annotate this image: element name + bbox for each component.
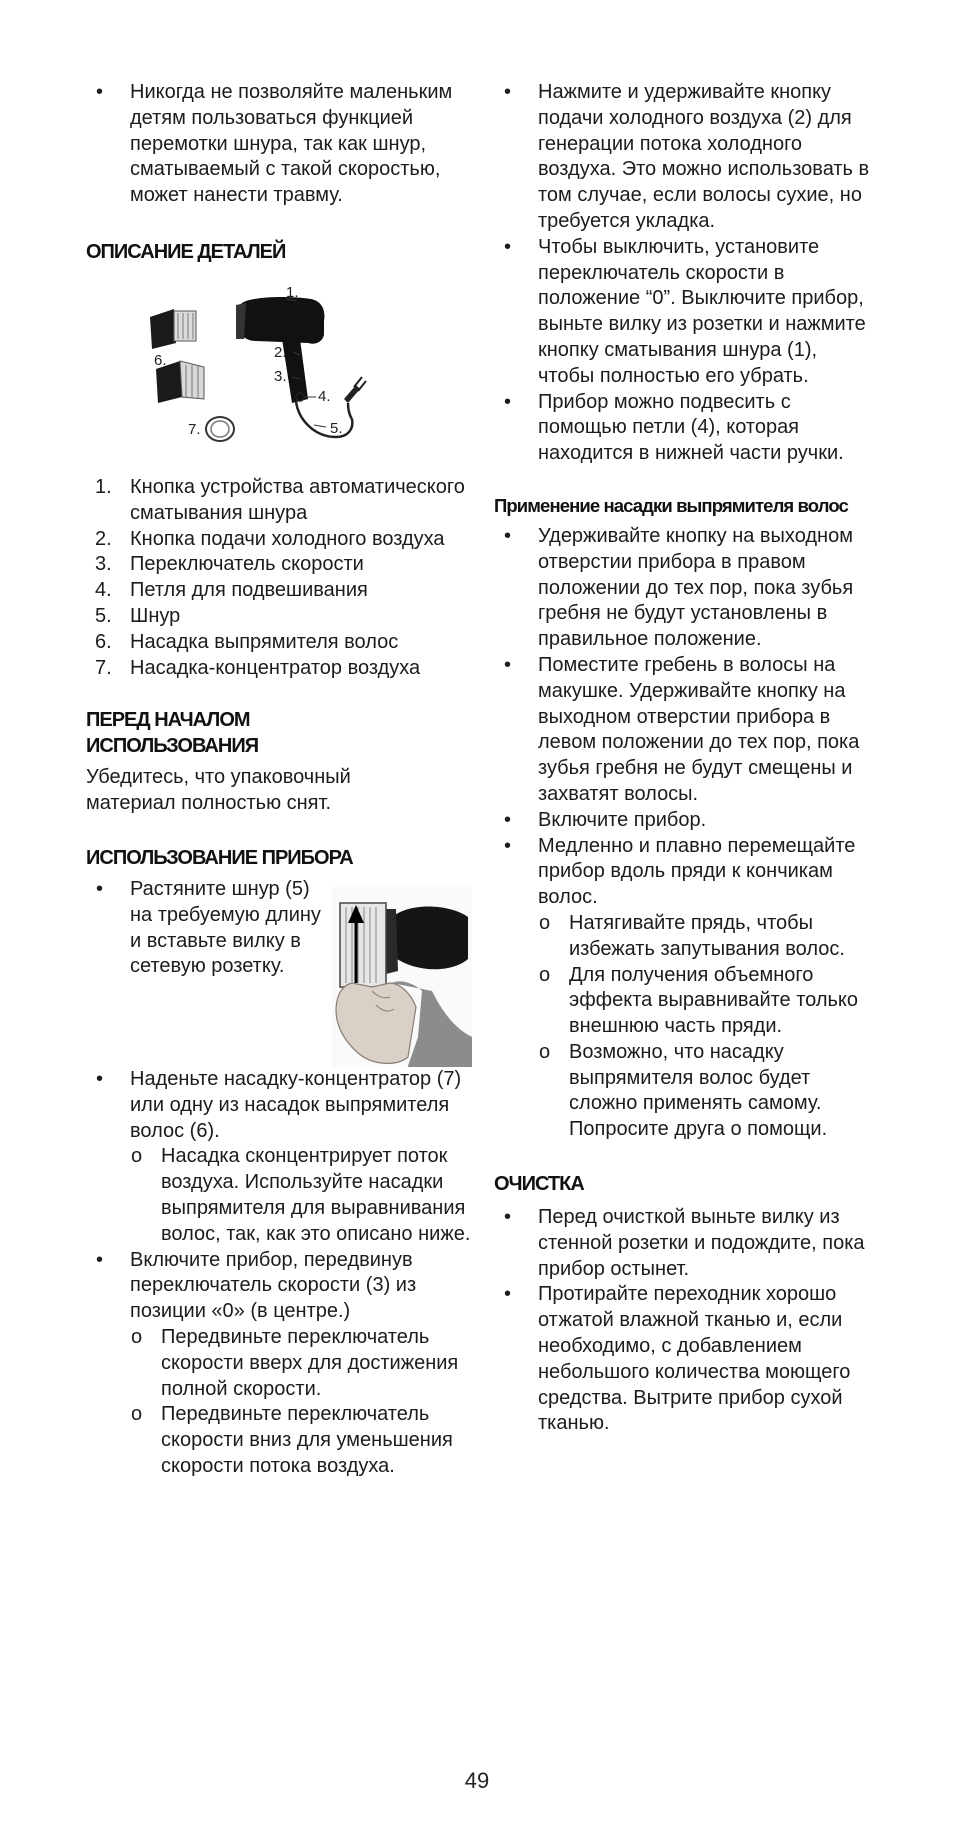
- list-item: 5. Шнур: [95, 604, 181, 627]
- cleaning-heading: ОЧИСТКА: [494, 1173, 584, 1196]
- sub-list: [538, 911, 874, 1143]
- sub-list-item: o Передвиньте переключатель скорости вверх для достижения полной скорости.: [130, 1325, 472, 1402]
- list-item: • Перед очисткой выньте вилку из стенной розетки и подождите, пока прибор остынет.: [494, 1205, 874, 1282]
- sub-list: [130, 1144, 472, 1247]
- parts-heading: ОПИСАНИЕ ДЕТАЛЕЙ: [86, 240, 286, 263]
- operation-list: [494, 80, 874, 467]
- list-item: 2. Кнопка подачи холодного воздуха: [95, 527, 445, 550]
- list-item: • Включите прибор, передвинув переключатель скорости (3) из позиции «0» (в центре.) o Передвиньте переключатель скорости вверх для достижения полной скорости. o Передвиньте переключатель скорости вниз для уменьшения скорости потока воздуха.: [86, 1248, 472, 1480]
- page-number: 49: [464, 1768, 490, 1793]
- list-item: • Поместите гребень в волосы на макушке. Удерживайте кнопку на выходном отверстии прибора в левом положении до тех пор, пока зубья гребня не будут смещены и захватят волосы.: [494, 653, 874, 808]
- list-item: • Включите прибор.: [494, 808, 874, 834]
- list-item: • Удерживайте кнопку на выходном отверстии прибора в правом положении до тех пор, пока зубья гребня не будут установлены в правильное положение.: [494, 524, 874, 653]
- list-item: 7. Насадка-концентратор воздуха: [95, 656, 421, 679]
- diagram-label-1: 1.: [286, 283, 299, 301]
- warning-item: • Никогда не позволяйте маленьким детям пользоваться функцией перемотки шнура, так как шнур, сматываемый с такой скоростью, может нанести травму.: [86, 80, 472, 209]
- cleaning-list: [494, 1205, 874, 1437]
- list-item: 4. Петля для подвешивания: [95, 579, 368, 602]
- usage-heading: ИСПОЛЬЗОВАНИЕ ПРИБОРА: [86, 846, 353, 869]
- parts-list: [86, 475, 472, 681]
- straightener-attachment-icon: [150, 309, 196, 349]
- list-item: • Протирайте переходник хорошо отжатой влажной тканью и, если необходимо, с добавлением небольшого количества моющего средства. Вытрите прибор сухой тканью.: [494, 1282, 874, 1437]
- sub-list-item: o Натягивайте прядь, чтобы избежать запутывания волос.: [538, 911, 874, 963]
- straightener-list: [494, 524, 874, 1143]
- usage-list: [86, 877, 472, 1480]
- left-column: [86, 80, 472, 1480]
- parts-diagram: [86, 269, 472, 469]
- list-item: • Прибор можно подвесить с помощью петли (4), которая находится в нижней части ручки.: [494, 390, 874, 467]
- diagram-label-2: 2.: [274, 343, 287, 361]
- concentrator-icon: [206, 417, 234, 441]
- list-item: • Нажмите и удерживайте кнопку подачи холодного воздуха (2) для генерации потока холодного воздуха. Это можно использовать в том случае, если волосы сухие, но требуется укладка.: [494, 80, 874, 235]
- sub-list-item: o Насадка сконцентрирует поток воздуха. Используйте насадки выпрямителя для выравнивания волос, так, как это описано ниже.: [130, 1144, 472, 1247]
- warning-list: [86, 80, 472, 209]
- list-item: • Медленно и плавно перемещайте прибор вдоль пряди к кончикам волос. o Натягивайте прядь, чтобы избежать запутывания волос. o Для получения объемного эффекта выравнивайте только внешнюю часть пряди. o Возможно, что насадку выпрямителя волос будет сложно применять самому. Попросите друга о помощи.: [494, 834, 874, 1144]
- list-item: 3. Переключатель скорости: [95, 553, 364, 576]
- straightener-heading: Применение насадки выпрямителя волос: [494, 494, 848, 516]
- diagram-label-6: 6.: [154, 351, 167, 369]
- list-item: 6. Насадка выпрямителя волос: [95, 630, 399, 653]
- diagram-label-4: 4.: [318, 387, 331, 405]
- before-use-heading: ПЕРЕД НАЧАЛОМ ИСПОЛЬЗОВАНИЯ: [86, 709, 259, 758]
- sub-list-item: o Передвиньте переключатель скорости вниз для уменьшения скорости потока воздуха.: [130, 1402, 472, 1479]
- dryer-body-icon: [236, 297, 366, 437]
- diagram-label-3: 3.: [274, 367, 287, 385]
- list-item: 1. Кнопка устройства автоматического сматывания шнура: [95, 475, 465, 524]
- list-item: • Наденьте насадку-концентратор (7) или одну из насадок выпрямителя волос (6). o Насадка сконцентрирует поток воздуха. Используйте насадки выпрямителя для выравнивания волос, так, как это описано ниже.: [86, 1067, 472, 1248]
- list-item: • Чтобы выключить, установите переключатель скорости в положение “0”. Выключите прибор, выньте вилку из розетки и нажмите кнопку сматывания шнура (1), чтобы полностью его убрать.: [494, 235, 874, 390]
- before-use-text: Убедитесь, что упаковочный материал полностью снят.: [86, 766, 351, 815]
- comb-attachment-photo-icon: [332, 887, 472, 1067]
- diagram-label-7: 7.: [188, 420, 201, 438]
- sub-list-item: o Возможно, что насадку выпрямителя волос будет сложно применять самому. Попросите друга о помощи.: [538, 1040, 874, 1143]
- hairdryer-diagram-icon: [86, 269, 472, 469]
- sub-list-item: o Для получения объемного эффекта выравнивайте только внешнюю часть пряди.: [538, 963, 874, 1040]
- sub-list: [130, 1325, 472, 1480]
- diagram-label-5: 5.: [330, 419, 343, 437]
- right-column: [494, 80, 874, 1437]
- list-item: • Растяните шнур (5) на требуемую длину и вставьте вилку в сетевую розетку.: [86, 877, 472, 980]
